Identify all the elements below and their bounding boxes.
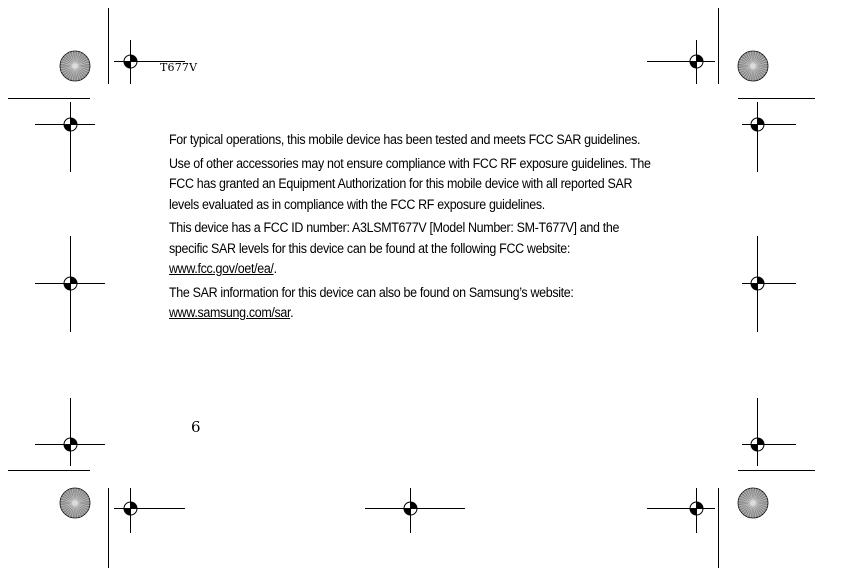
paragraph-accessories: Use of other accessories may not ensure compliance with FCC RF exposure guidelines. The FCC has granted an Equipment Authorization for this mobile device with all reported SAR levels evaluated as in compliance with the FCC RF exposure guidelines. xyxy=(169,155,651,212)
fcc-website-link[interactable]: www.fcc.gov/oet/ea/ xyxy=(169,261,274,276)
paragraph-samsung-sar xyxy=(169,283,653,324)
paragraph-typical-operations: For typical operations, this mobile device has been tested and meets FCC SAR guidelines. xyxy=(169,132,641,147)
fcc-id-text: This device has a FCC ID number: A3LSMT677V [Model Number: SM-T677V] and the specific SAR levels for this device can be found at the following FCC website: xyxy=(169,220,620,256)
model-tag: T677V xyxy=(160,61,198,74)
page-number: 6 xyxy=(191,418,201,436)
sar-text-block xyxy=(169,130,653,327)
samsung-sar-end: . xyxy=(290,305,294,320)
paragraph-fcc-id xyxy=(169,218,653,280)
samsung-sar-link[interactable]: www.samsung.com/sar xyxy=(169,305,291,320)
samsung-sar-text: The SAR information for this device can also be found on Samsung’s website: xyxy=(169,284,574,300)
fcc-id-end: . xyxy=(273,261,277,276)
